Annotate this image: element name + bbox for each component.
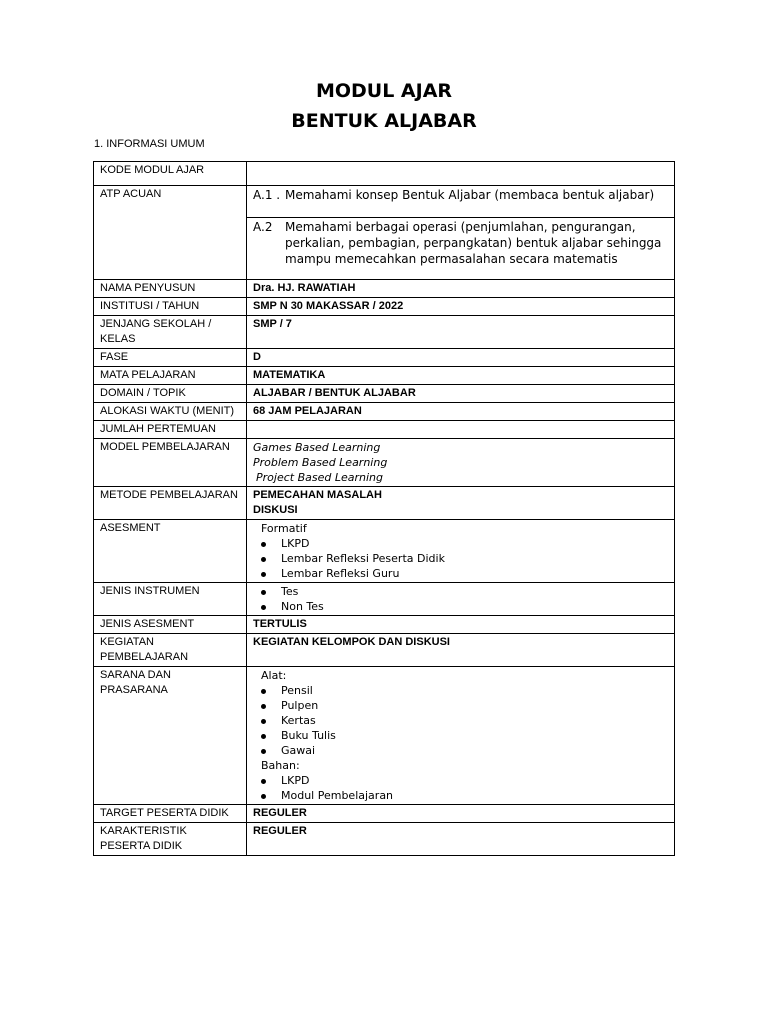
list-item: Modul Pembelajaran bbox=[259, 788, 668, 803]
row-value: ALJABAR / BENTUK ALJABAR bbox=[247, 385, 675, 403]
list-item: Pulpen bbox=[259, 698, 668, 713]
row-label: MODEL PEMBELAJARAN bbox=[94, 439, 247, 487]
row-label: NAMA PENYUSUN bbox=[94, 280, 247, 298]
row-label: JENIS ASESMENT bbox=[94, 616, 247, 634]
row-label: INSTITUSI / TAHUN bbox=[94, 298, 247, 316]
bullet-list bbox=[253, 536, 668, 581]
table-row bbox=[94, 349, 675, 367]
row-label: FASE bbox=[94, 349, 247, 367]
list-item: Kertas bbox=[259, 713, 668, 728]
asesment-list bbox=[247, 520, 675, 583]
sarana-list bbox=[247, 667, 675, 805]
table-row bbox=[94, 385, 675, 403]
table-row bbox=[94, 316, 675, 349]
atp-item bbox=[247, 218, 674, 279]
table-row bbox=[94, 367, 675, 385]
row-label: JUMLAH PERTEMUAN bbox=[94, 421, 247, 439]
bullet-list bbox=[253, 584, 668, 614]
bullet-list bbox=[253, 773, 668, 803]
list-item: Buku Tulis bbox=[259, 728, 668, 743]
row-value bbox=[247, 162, 675, 186]
table-row bbox=[94, 186, 675, 280]
row-value: TERTULIS bbox=[247, 616, 675, 634]
row-label: JENJANG SEKOLAH / KELAS bbox=[94, 316, 247, 349]
list-item: Project Based Learning bbox=[256, 471, 383, 484]
info-table bbox=[93, 161, 675, 856]
table-row bbox=[94, 616, 675, 634]
row-value bbox=[247, 421, 675, 439]
list-heading: Bahan: bbox=[261, 759, 300, 772]
table-row bbox=[94, 823, 675, 856]
atp-item bbox=[247, 186, 674, 218]
row-label: KEGIATAN PEMBELAJARAN bbox=[94, 634, 247, 667]
list-item: Non Tes bbox=[259, 599, 668, 614]
atp-text: Memahami konsep Bentuk Aljabar (membaca bentuk aljabar) bbox=[285, 188, 655, 202]
list-item: DISKUSI bbox=[253, 504, 298, 516]
row-label: METODE PEMBELAJARAN bbox=[94, 487, 247, 520]
list-item: PEMECAHAN MASALAH bbox=[253, 489, 382, 501]
row-value: 68 JAM PELAJARAN bbox=[247, 403, 675, 421]
row-value: REGULER bbox=[247, 805, 675, 823]
instrumen-list bbox=[247, 583, 675, 616]
row-label: ASESMENT bbox=[94, 520, 247, 583]
atp-code: A.2 bbox=[253, 220, 273, 234]
list-item: Problem Based Learning bbox=[253, 456, 388, 469]
row-label: DOMAIN / TOPIK bbox=[94, 385, 247, 403]
row-label: KARAKTERISTIK PESERTA DIDIK bbox=[94, 823, 247, 856]
table-row bbox=[94, 298, 675, 316]
list-item: Gawai bbox=[259, 743, 668, 758]
list-item: Games Based Learning bbox=[253, 441, 381, 454]
table-row bbox=[94, 520, 675, 583]
atp-text: Memahami berbagai operasi (penjumlahan, pengurangan, perkalian, pembagian, perpangkatan) bentuk aljabar sehingga mampu memecahkan permasalahan secara matematis bbox=[285, 220, 662, 266]
table-row bbox=[94, 667, 675, 805]
list-item: Tes bbox=[259, 584, 668, 599]
atp-cell bbox=[247, 186, 675, 280]
bullet-list bbox=[253, 683, 668, 758]
row-label: SARANA DAN PRASARANA bbox=[94, 667, 247, 805]
row-label: ALOKASI WAKTU (MENIT) bbox=[94, 403, 247, 421]
list-item: Pensil bbox=[259, 683, 668, 698]
table-row bbox=[94, 634, 675, 667]
table-row bbox=[94, 487, 675, 520]
row-value: D bbox=[247, 349, 675, 367]
table-row bbox=[94, 805, 675, 823]
module-subtitle: BENTUK ALJABAR bbox=[291, 110, 477, 132]
row-value: Dra. HJ. RAWATIAH bbox=[247, 280, 675, 298]
row-value: KEGIATAN KELOMPOK DAN DISKUSI bbox=[247, 634, 675, 667]
module-title: MODUL AJAR bbox=[315, 80, 453, 102]
list-item: Lembar Refleksi Guru bbox=[259, 566, 668, 581]
row-value: REGULER bbox=[247, 823, 675, 856]
table-row bbox=[94, 162, 675, 186]
table-row bbox=[94, 439, 675, 487]
row-label: JENIS INSTRUMEN bbox=[94, 583, 247, 616]
list-item: LKPD bbox=[259, 773, 668, 788]
row-label: KODE MODUL AJAR bbox=[94, 162, 247, 186]
metode-list bbox=[247, 487, 675, 520]
row-value: MATEMATIKA bbox=[247, 367, 675, 385]
atp-code: A.1 . bbox=[253, 188, 281, 202]
list-item: LKPD bbox=[259, 536, 668, 551]
row-label: ATP ACUAN bbox=[94, 186, 247, 280]
list-item: Lembar Refleksi Peserta Didik bbox=[259, 551, 668, 566]
row-value: SMP N 30 MAKASSAR / 2022 bbox=[247, 298, 675, 316]
model-list bbox=[247, 439, 675, 487]
row-label: MATA PELAJARAN bbox=[94, 367, 247, 385]
table-row bbox=[94, 403, 675, 421]
row-label: TARGET PESERTA DIDIK bbox=[94, 805, 247, 823]
row-value: SMP / 7 bbox=[247, 316, 675, 349]
section-heading: 1. INFORMASI UMUM bbox=[94, 138, 205, 150]
table-row bbox=[94, 583, 675, 616]
table-row bbox=[94, 421, 675, 439]
table-row bbox=[94, 280, 675, 298]
list-heading: Alat: bbox=[261, 669, 287, 682]
list-heading: Formatif bbox=[261, 522, 307, 535]
